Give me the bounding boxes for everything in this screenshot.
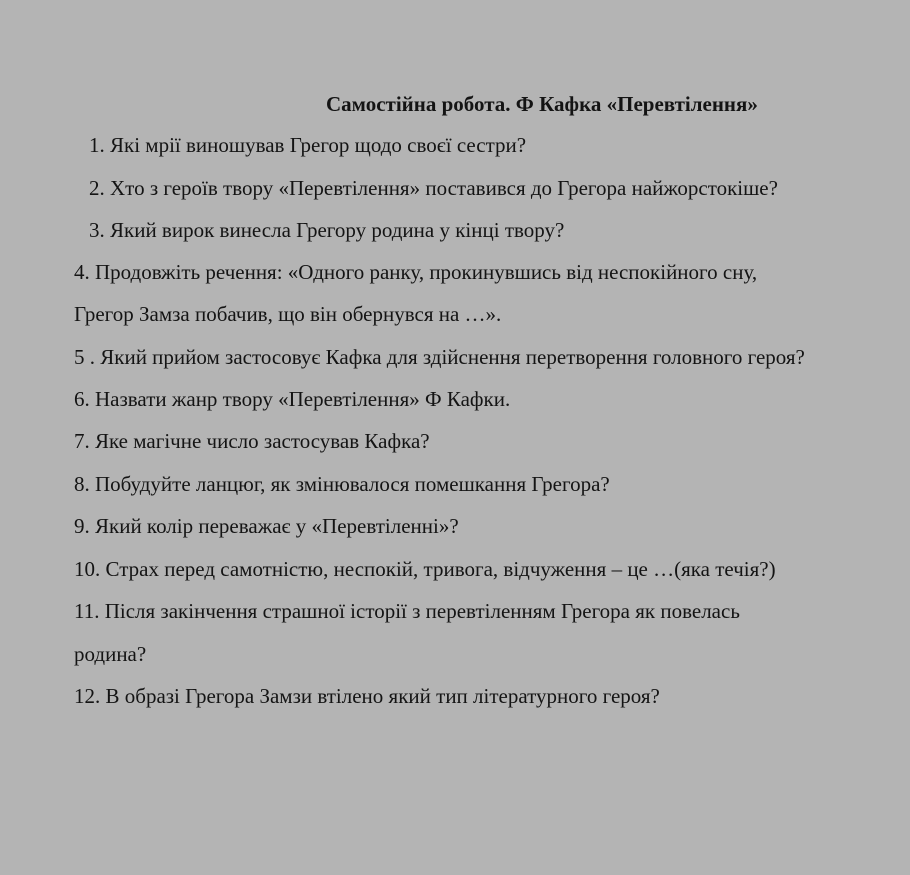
question-10: 10. Страх перед самотністю, неспокій, тривога, відчуження – це …(яка течія?) bbox=[74, 557, 776, 581]
question-4: 4. Продовжіть речення: «Одного ранку, прокинувшись від неспокійного сну, bbox=[74, 260, 758, 284]
document-title: Самостійна робота. Ф Кафка «Перевтілення» bbox=[326, 92, 758, 116]
question-3: 3. Який вирок винесла Грегору родина у кінці твору? bbox=[89, 218, 565, 242]
question-1: 1. Які мрії виношував Грегор щодо своєї сестри? bbox=[89, 133, 527, 157]
question-6: 6. Назвати жанр твору «Перевтілення» Ф Кафки. bbox=[74, 387, 511, 411]
question-12: 12. В образі Грегора Замзи втілено який тип літературного героя? bbox=[74, 684, 660, 708]
question-2: 2. Хто з героїв твору «Перевтілення» поставився до Грегора найжорстокіше? bbox=[89, 176, 778, 200]
question-4-continuation: Грегор Замза побачив, що він обернувся на …». bbox=[74, 302, 502, 326]
question-11: 11. Після закінчення страшної історії з перевтіленням Грегора як повелась bbox=[74, 599, 740, 623]
question-5: 5 . Який прийом застосовує Кафка для здійснення перетворення головного героя? bbox=[74, 345, 805, 369]
question-7: 7. Яке магічне число застосував Кафка? bbox=[74, 429, 430, 453]
question-9: 9. Який колір переважає у «Перевтіленні»? bbox=[74, 514, 459, 538]
question-11-continuation: родина? bbox=[74, 642, 147, 666]
question-8: 8. Побудуйте ланцюг, як змінювалося помешкання Грегора? bbox=[74, 472, 610, 496]
